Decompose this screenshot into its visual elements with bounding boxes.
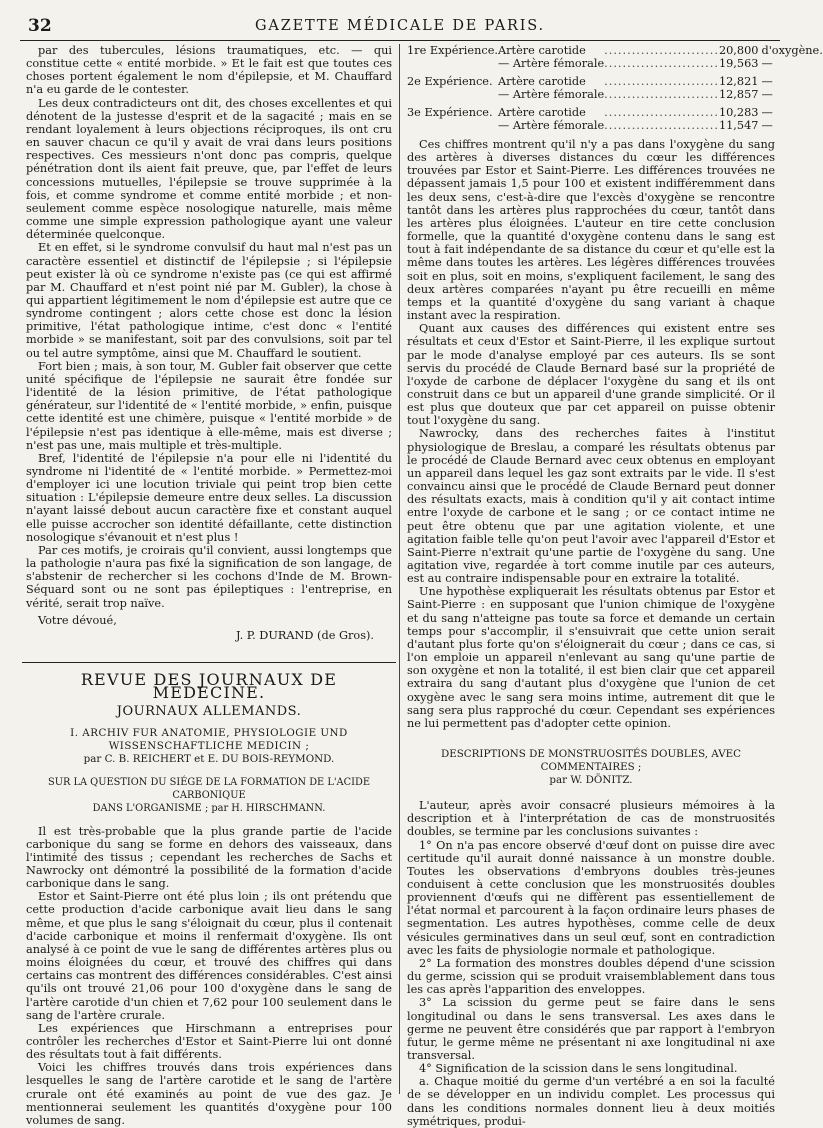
paragraph: Par ces motifs, je croirais qu'il convient, aussi longtemps que la pathologie n'aura pas fixé la signification de son langage, de s'abstenir de rechercher si les cochons d'Inde de M. Brown-Séquard sont ou ne sont pas épileptiques : l'entreprise, en vérité, serait trop naïve. bbox=[26, 543, 392, 610]
paragraph: Les expériences que Hirschmann a entreprises pour contrôler les recherches d'Estor et Saint-Pierre lui ont donné des résultats tout à fait différents. bbox=[26, 1021, 392, 1062]
oxygen-value: 11,547 bbox=[718, 119, 759, 132]
paragraph: Et en effet, si le syndrome convulsif du haut mal n'est pas un caractère essentiel et distinctif de l'épilepsie ; si l'épilepsie peut exister là où ce syndrome n'existe pas (ce qui est affirmé par M. Chauffard et n'est point nié par M. Gubler), la chose à qui appartient légitimement le nom d'épilepsie est autre que ce syndrome contingent ; alors cette chose est donc la lésion primitive, l'état pathologique intime, c'est donc « l'entité morbide » se manifestant, soit par des convulsions, soit par tel ou tel autre symptôme, ainsi que M. Chauffard le soutient. bbox=[26, 241, 392, 360]
experiment-label: 1re Expérience. bbox=[407, 44, 498, 57]
table-row bbox=[407, 106, 823, 119]
paragraph: Bref, l'identité de l'épilepsie n'a pour elle ni l'identité du syndrome ni l'identité de « l'entité morbide. » Permettez-moi d'employer ici une locution triviale qui peint trop bien cette situation : L'épilepsie demeure entre deux selles. La discussion n'ayant laissé debout aucun caractère fixe et constant auquel elle puisse accrocher son identité défaillante, cette distinction nosologique s'évanouit et n'est plus ! bbox=[26, 451, 392, 544]
archive-title-line-2: WISSENSCHAFTLICHE MEDICIN ; bbox=[108, 739, 310, 752]
closing-line: Votre dévoué, bbox=[38, 613, 117, 627]
artery-name: — Artère fémorale bbox=[497, 119, 605, 132]
leader-dots: ......................... bbox=[604, 75, 719, 88]
paragraph: Les deux contradicteurs ont dit, des choses excellentes et qui dénotent de la justesse d'esprit et de la sagacité ; mais en se rendant loyalement à leurs objections réciproques, ils ont cru en sauver chacun ce qu'il y avait de vrai dans leurs positions respectives. Ces messieurs n'ont donc pas compris, quelque pénétration dont ils aient fait preuve, que, par l'effet de leurs concessions mutuelles, l'épilepsie se trouve supprimée à la fois, et comme syndrome et comme entité morbide ; et non-seulement comme espèce nosologique naturelle, mais même comme une simple expression pathologique ayant une valeur déterminée quelconque. bbox=[26, 96, 392, 242]
experiment-label: 3e Expérience. bbox=[407, 106, 493, 119]
archive-heading bbox=[26, 727, 392, 766]
leader-dots: ......................... bbox=[604, 44, 719, 57]
oxygen-value: 19,563 bbox=[718, 57, 759, 70]
paragraph: Ces chiffres montrent qu'il n'y a pas dans l'oxygène du sang des artères à diverses distances du cœur les différences trouvées par Estor et Saint-Pierre. Les différences trouvées ne dépassent jamais 1,5 pour 100 et existent indifféremment dans les deux sens, c'est-à-dire que l'excès d'oxygène se rencontre tantôt dans les artères plus rapprochées du cœur, tantôt dans les artères plus éloignées. L'auteur en tire cette conclusion formelle, que la quantité d'oxygène contenu dans le sang est tout à fait indépendante de sa distance du cœur et qu'elle est la même dans toutes les artères. Les légères différences trouvées soit en plus, soit en moins, s'expliquent facilement, le sang des deux artères comparées n'ayant pu être recueilli en même temps et la quantité d'oxygène du sang variant à chaque instant avec la respiration. bbox=[407, 138, 775, 323]
author-row bbox=[26, 629, 392, 642]
paragraph: 3° La scission du germe peut se faire dans le sens longitudinal ou dans le sens transversal. Les axes dans le germe ne peuvent être considérés que par rapport à l'embryon futur, le germe même ne présentant ni axe longitudinal ni axe transversal. bbox=[407, 996, 775, 1062]
oxygen-value: 20,800 bbox=[718, 44, 759, 57]
unit: — bbox=[761, 88, 773, 101]
section-rule bbox=[22, 662, 396, 663]
table-row bbox=[407, 57, 823, 75]
archive-title-line-1: I. ARCHIV FUR ANATOMIE, PHYSIOLOGIE UND bbox=[70, 726, 348, 739]
paragraph: L'auteur, après avoir consacré plusieurs mémoires à la description et à l'interprétation de cas de monstruosités doubles, se termine par les conclusions suivantes : bbox=[407, 799, 775, 839]
paragraph: par des tubercules, lésions traumatiques, etc. — qui constitue cette « entité morbide. » Et le fait est que toutes ces choses portent également le nom d'épilepsie, et M. Chauffard n'a eu garde de le contester. bbox=[26, 44, 392, 97]
article-heading bbox=[407, 748, 775, 787]
archive-editors: par C. B. REICHERT et E. DU BOIS-REYMOND. bbox=[83, 752, 335, 765]
subsection-title: JOURNAUX ALLEMANDS. bbox=[116, 704, 302, 720]
artery-name: Artère carotide bbox=[497, 106, 586, 119]
article-author: par W. DÖNITZ. bbox=[549, 774, 633, 787]
oxygen-value: 12,857 bbox=[718, 88, 759, 101]
leader-dots: ......................... bbox=[604, 88, 719, 101]
artery-name: — Artère fémorale bbox=[497, 57, 605, 70]
section-title: REVUE DES JOURNAUX DE MÉDECINE. bbox=[80, 670, 338, 703]
paragraph: 4° Signification de la scission dans le sens longitudinal. bbox=[419, 1062, 738, 1076]
paragraph: Il est très-probable que la plus grande partie de l'acide carbonique du sang se forme en dehors des vaisseaux, dans l'intimité des tissus ; cependant les recherches de Sachs et Nawrocky ont démontré la possibilité de la formation d'acide carbonique dans le sang. bbox=[26, 824, 392, 891]
leader-dots: ......................... bbox=[604, 119, 719, 132]
table-row bbox=[407, 75, 823, 88]
paragraph: Estor et Saint-Pierre ont été plus loin ; ils ont prétendu que cette production d'acide carbonique avait lieu dans le sang même, et que plus le sang s'éloignait du cœur, plus il contenait d'acide carbonique et moins il renfermait d'oxygène. Ils ont analysé à ce point de vue le sang de différentes artères plus ou moins éloignées du cœur, et trouvé des chiffres qui dans certains cas montrent des différences considérables. C'est ainsi qu'ils ont trouvé 21,06 pour 100 d'oxygène dans le sang de l'artère carotide d'un chien et 7,62 pour 100 seulement dans le sang de l'artère crurale. bbox=[26, 890, 392, 1022]
article-title-line-1: SUR LA QUESTION DU SIÉGE DE LA FORMATION DE L'ACIDE CARBONIQUE bbox=[48, 776, 370, 801]
unit: — bbox=[761, 75, 773, 88]
paragraph: Nawrocky, dans des recherches faites à l'institut physiologique de Breslau, a comparé les résultats obtenus par le procédé de Claude Bernard avec ceux obtenus en employant un appareil dans lequel les gaz sont extraits par le vide. Il s'est convaincu ainsi que le procédé de Claude Bernard peut donner des résultats exacts, mais à condition qu'il y ait contact intime entre l'oxyde de carbone et le sang ; or ce contact intime ne peut être obtenu que par une agitation violente, et une agitation faible telle qu'on peut l'avoir avec l'appareil d'Estor et Saint-Pierre n'extrait qu'une partie de l'oxygène du sang. Une agitation vive, regardée à tort comme inutile par ces auteurs, est au contraire indispensable pour en extraire la totalité. bbox=[407, 427, 775, 586]
table-row bbox=[407, 119, 823, 132]
table-row bbox=[407, 88, 823, 106]
unit: d'oxygène. bbox=[761, 44, 823, 57]
column-divider bbox=[399, 44, 400, 1094]
letter-signature bbox=[26, 614, 392, 627]
article-title-line-2: DANS L'ORGANISME ; par H. HIRSCHMANN. bbox=[92, 802, 326, 814]
page-number: 32 bbox=[28, 16, 52, 36]
paragraph: Fort bien ; mais, à son tour, M. Gubler fait observer que cette unité spécifique de l'épilepsie ne saurait être fondée sur l'identité de la lésion primitive, de l'état pathologique générateur, sur l'identité de « l'entité morbide, » enfin, puisque cette identité est une chimère, puisque « l'entité morbide » de l'épilepsie n'est pas identique à elle-même, mais est diverse ; n'est pas une, mais multiple et très-multiple. bbox=[26, 359, 392, 452]
oxygen-results-table bbox=[407, 44, 823, 132]
unit: — bbox=[761, 106, 773, 119]
artery-name: Artère carotide bbox=[497, 44, 586, 57]
left-column bbox=[26, 44, 392, 1127]
experiment-label: 2e Expérience. bbox=[407, 75, 493, 88]
article-title: DESCRIPTIONS DE MONSTRUOSITÉS DOUBLES, AVEC COMMENTAIRES ; bbox=[440, 748, 742, 774]
unit: — bbox=[761, 119, 773, 132]
article-heading bbox=[26, 776, 392, 815]
oxygen-value: 12,821 bbox=[718, 75, 759, 88]
paragraph: Quant aux causes des différences qui existent entre ses résultats et ceux d'Estor et Saint-Pierre, il les explique surtout par le mode d'analyse employé par ces auteurs. Ils se sont servis du procédé de Claude Bernard basé sur la propriété de l'oxyde de carbone de déplacer l'oxygène du sang et ils ont construit dans ce but un appareil d'une grande simplicité. Or il est plus que douteux que par cet appareil on puisse obtenir tout l'oxygène du sang. bbox=[407, 322, 775, 428]
oxygen-value: 10,283 bbox=[718, 106, 759, 119]
page-header bbox=[20, 10, 780, 41]
table-row bbox=[407, 44, 823, 57]
paragraph: 2° La formation des monstres doubles dépend d'une scission du germe, scission qui se produit vraisemblablement dans tous les cas après l'apparition des enveloppes. bbox=[407, 956, 775, 997]
artery-name: — Artère fémorale bbox=[497, 88, 605, 101]
unit: — bbox=[761, 57, 773, 70]
leader-dots: ......................... bbox=[604, 57, 719, 70]
leader-dots: ......................... bbox=[604, 106, 719, 119]
journal-title: GAZETTE MÉDICALE DE PARIS. bbox=[255, 18, 545, 34]
paragraph: a. Chaque moitié du germe d'un vertébré a en soi la faculté de se développer en un individu complet. Les processus qui dans les conditions normales donnent lieu à deux moitiés symétriques, produi- bbox=[407, 1075, 775, 1128]
right-column bbox=[407, 44, 823, 1128]
paragraph: Une hypothèse expliquerait les résultats obtenus par Estor et Saint-Pierre : en supposant que l'union chimique de l'oxygène et du sang n'atteigne pas toute sa force et demande un certain temps pour s'accomplir, il s'ensuivrait que cette union serait d'autant plus forte qu'on s'éloignerait du cœur ; dans ce cas, si l'on emploie un appareil n'enlevant au sang qu'une partie de son oxygène et non la totalité, il est bien clair que cet appareil extraira du sang d'autant plus d'oxygène que l'union de cet oxygène avec le sang sera moins intime, autrement dit que le sang sera plus rapproché du cœur. Cependant ses expériences ne lui permettent pas d'adopter cette opinion. bbox=[407, 585, 775, 730]
artery-name: Artère carotide bbox=[497, 75, 586, 88]
author-name: J. P. DURAND (de Gros). bbox=[235, 628, 374, 642]
paragraph: 1° On n'a pas encore observé d'œuf dont on puisse dire avec certitude qu'il aurait donné naissance à un monstre double. Toutes les observations d'embryons doubles très-jeunes conduisent à cette conclusion que les monstruosités doubles proviennent d'œufs qui ne diffèrent pas essentiellement de l'état normal et parcourent à la façon ordinaire leurs phases de segmentation. Les autres hypothèses, comme celle de deux vésicules germinatives dans un seul œuf, sont en contradiction avec les faits de physiologie normale et pathologique. bbox=[407, 838, 775, 957]
paragraph: Voici les chiffres trouvés dans trois expériences dans lesquelles le sang de l'artère carotide et le sang de l'artère crurale ont été examinés au point de vue des gaz. Je mentionnerai seulement les quantités d'oxygène pour 100 volumes de sang. bbox=[26, 1061, 392, 1127]
